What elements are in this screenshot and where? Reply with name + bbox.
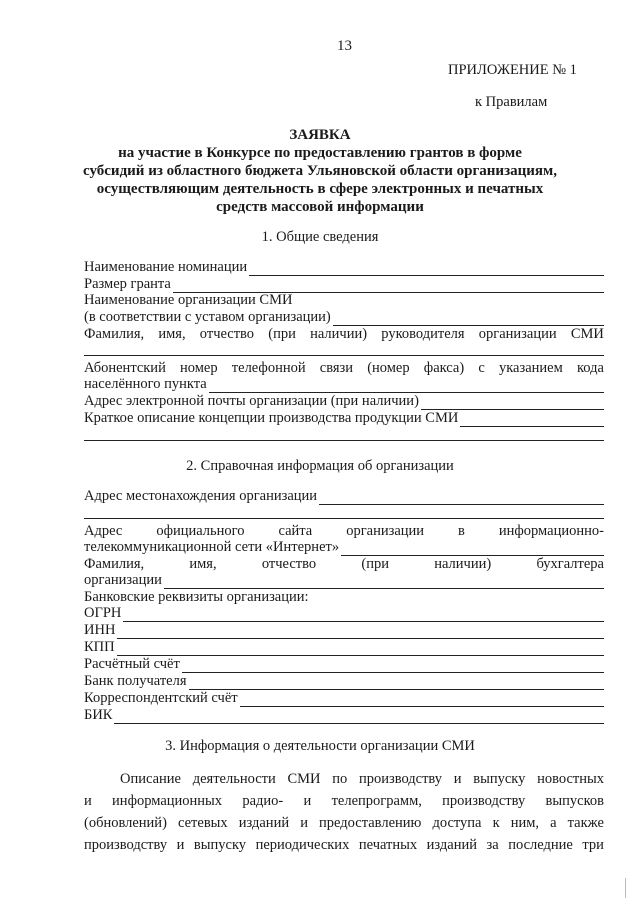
fill-line[interactable] [460, 413, 604, 427]
fill-line[interactable] [123, 608, 604, 622]
section-3-heading: 3. Информация о деятельности организации СМИ [165, 738, 475, 754]
field-email[interactable] [84, 393, 604, 410]
field-org-name-label: Наименование организации СМИ [84, 292, 293, 308]
field-bank[interactable] [84, 673, 604, 690]
appendix-label: ПРИЛОЖЕНИЕ № 1 [448, 62, 577, 78]
field-website-label: Адрес официального сайта организации в информационно- [84, 523, 604, 539]
field-label: Размер гранта [84, 276, 171, 292]
field-label: населённого пункта [84, 376, 207, 392]
field-label: (в соответствии с уставом организации) [84, 309, 331, 325]
field-concept-line-2[interactable] [84, 440, 604, 441]
fill-line[interactable] [319, 491, 604, 505]
field-ogrn[interactable] [84, 605, 604, 622]
field-label: ОГРН [84, 605, 122, 621]
fill-line[interactable] [209, 379, 604, 393]
fill-line[interactable] [164, 575, 604, 589]
field-location[interactable] [84, 488, 604, 505]
title-line-4: средств массовой информации [216, 199, 424, 215]
field-concept[interactable] [84, 410, 604, 427]
title-line-1: на участие в Конкурсе по предоставлению грантов в форме [118, 145, 522, 161]
scan-edge-mark [625, 878, 640, 898]
field-label: БИК [84, 707, 113, 723]
fill-line[interactable] [249, 262, 604, 276]
field-label: Адрес местонахождения организации [84, 488, 318, 504]
paragraph-line: производству и выпуску периодических печатных изданий за последние три [84, 837, 604, 853]
field-label: Корреспондентский счёт [84, 690, 238, 706]
fill-line[interactable] [189, 676, 604, 690]
field-kpp[interactable] [84, 639, 604, 656]
section-2-heading: 2. Справочная информация об организации [186, 458, 454, 474]
field-label: Расчётный счёт [84, 656, 180, 672]
paragraph-line: и информационных радио- и телепрограмм, производству выпусков [84, 793, 604, 809]
field-nomination[interactable] [84, 259, 604, 276]
bank-details-label: Банковские реквизиты организации: [84, 589, 309, 605]
title-line-2: субсидий из областного бюджета Ульяновской области организациям, [83, 163, 557, 179]
fill-line[interactable] [117, 625, 604, 639]
fill-line[interactable] [173, 279, 604, 293]
field-label: Адрес электронной почты организации (при наличии) [84, 393, 419, 409]
field-website[interactable] [84, 539, 604, 556]
rules-reference: к Правилам [475, 94, 548, 110]
fill-line[interactable] [182, 659, 604, 673]
field-location-line-2[interactable] [84, 518, 604, 519]
field-corr-account[interactable] [84, 690, 604, 707]
field-org-name[interactable] [84, 309, 604, 326]
fill-line[interactable] [240, 693, 604, 707]
field-label: телекоммуникационной сети «Интернет» [84, 539, 340, 555]
field-bik[interactable] [84, 707, 604, 724]
field-head-fio-line[interactable] [84, 355, 604, 356]
fill-line[interactable] [114, 710, 604, 724]
field-phone-label: Абонентский номер телефонной связи (номер факса) с указанием кода [84, 360, 604, 376]
field-label: Наименование номинации [84, 259, 248, 275]
document-title: ЗАЯВКА [289, 127, 351, 143]
field-phone[interactable] [84, 376, 604, 393]
fill-line[interactable] [421, 396, 604, 410]
field-head-fio-label: Фамилия, имя, отчество (при наличии) руководителя организации СМИ [84, 326, 604, 342]
field-label: Банк получателя [84, 673, 187, 689]
title-line-3: осуществляющим деятельность в сфере электронных и печатных [96, 181, 544, 197]
field-accountant-label: Фамилия, имя, отчество (при наличии) бухгалтера [84, 556, 604, 572]
field-grant-size[interactable] [84, 276, 604, 293]
field-account[interactable] [84, 656, 604, 673]
activity-paragraph [84, 768, 604, 856]
field-label: Краткое описание концепции производства продукции СМИ [84, 410, 459, 426]
fill-line[interactable] [117, 642, 604, 656]
fill-line[interactable] [341, 542, 604, 556]
field-label: КПП [84, 639, 115, 655]
paragraph-line: Описание деятельности СМИ по производству и выпуску новостных [120, 771, 604, 787]
field-label: организации [84, 572, 162, 588]
page-number: 13 [337, 38, 352, 54]
field-inn[interactable] [84, 622, 604, 639]
paragraph-line: (обновлений) сетевых изданий и предоставлению доступа к ним, а также [84, 815, 604, 831]
field-accountant[interactable] [84, 572, 604, 589]
field-label: ИНН [84, 622, 116, 638]
fill-line[interactable] [333, 312, 604, 326]
section-1-heading: 1. Общие сведения [261, 229, 379, 245]
